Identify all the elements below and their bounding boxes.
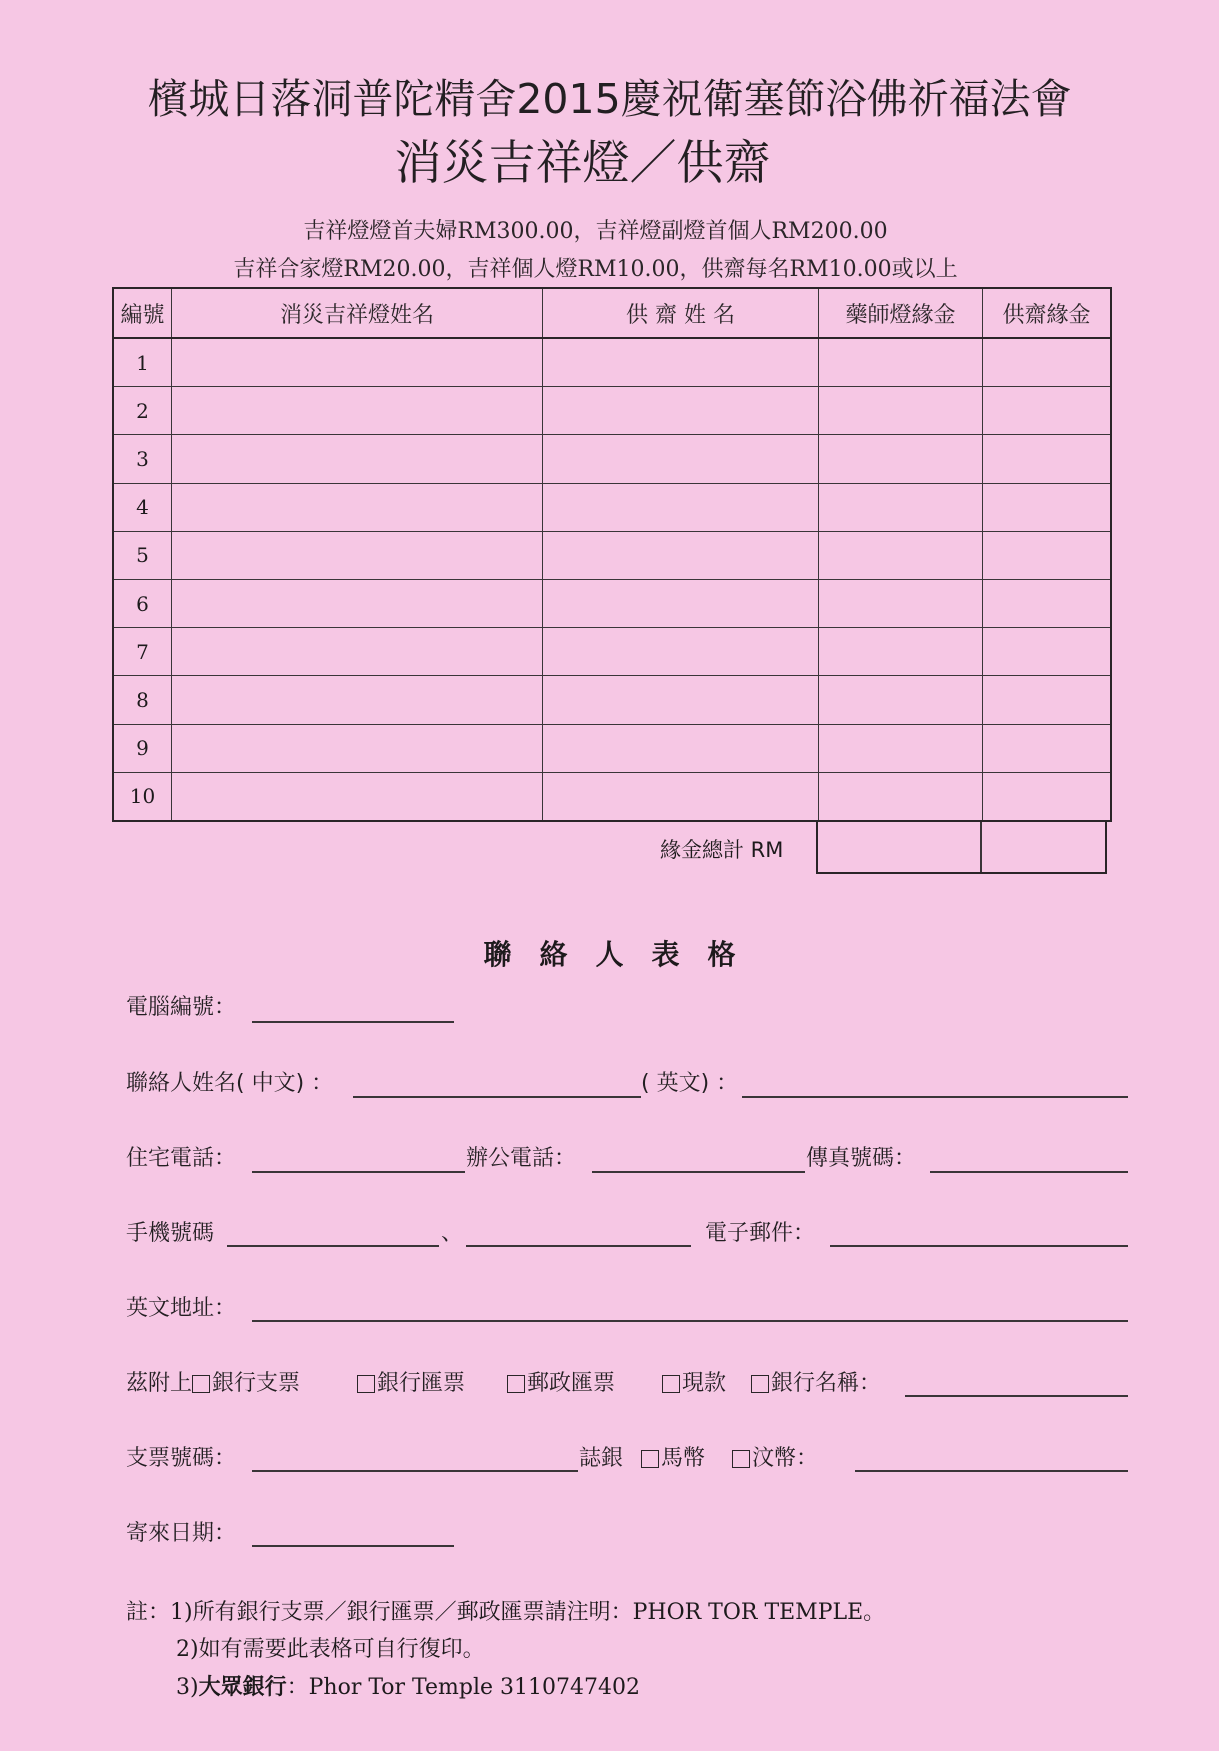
table-row — [113, 387, 1111, 435]
lamp-name-cell[interactable] — [172, 435, 543, 483]
amount-field[interactable] — [855, 1470, 1128, 1472]
table-row — [113, 676, 1111, 724]
draft-option — [357, 1366, 465, 1397]
draft-option-label: 銀行匯票 — [377, 1371, 466, 1396]
registration-table — [112, 287, 1112, 822]
lamp-name-cell[interactable] — [172, 483, 543, 531]
header-offering-name: 供 齋 姓 名 — [543, 288, 819, 338]
offering-name-cell[interactable] — [543, 628, 819, 676]
lamp-amount-cell[interactable] — [819, 435, 983, 483]
cheque-number-label: 支票號碼： — [126, 1446, 237, 1471]
lamp-amount-cell[interactable] — [819, 676, 983, 724]
offering-name-cell[interactable] — [543, 338, 819, 387]
mobile-separator: 、 — [441, 1221, 464, 1246]
computer-number-label: 電腦編號： — [126, 995, 237, 1020]
note-3-number: 3) — [176, 1675, 199, 1700]
total-label: 緣金總計 RM — [660, 838, 784, 862]
fax-field[interactable] — [930, 1171, 1128, 1173]
table-row — [113, 531, 1111, 579]
office-phone-label: 辦公電話： — [466, 1146, 577, 1171]
email-label: 電子郵件： — [705, 1221, 816, 1246]
row-number: 9 — [113, 724, 172, 772]
note-prefix: 註： — [126, 1600, 171, 1625]
other-currency-checkbox[interactable] — [732, 1450, 750, 1468]
lamp-name-cell[interactable] — [172, 387, 543, 435]
table-header-row — [113, 288, 1111, 338]
header-number: 編號 — [113, 288, 172, 338]
offering-name-cell[interactable] — [543, 579, 819, 627]
offering-name-cell[interactable] — [543, 772, 819, 821]
offering-name-cell[interactable] — [543, 387, 819, 435]
lamp-amount-cell[interactable] — [819, 387, 983, 435]
lamp-name-cell[interactable] — [172, 676, 543, 724]
table-row — [113, 772, 1111, 821]
lamp-amount-cell[interactable] — [819, 628, 983, 676]
amount-row — [579, 1441, 623, 1472]
bank-option — [751, 1366, 881, 1397]
mobile-field-2[interactable] — [466, 1245, 691, 1247]
row-number: 4 — [113, 483, 172, 531]
contact-name-en-field[interactable] — [742, 1096, 1128, 1098]
offering-amount-cell[interactable] — [983, 628, 1112, 676]
header-offering-amount: 供齋緣金 — [983, 288, 1112, 338]
offering-amount-cell[interactable] — [983, 676, 1112, 724]
row-number: 2 — [113, 387, 172, 435]
postal-option-label: 郵政匯票 — [527, 1371, 616, 1396]
draft-checkbox[interactable] — [357, 1375, 375, 1393]
lamp-name-cell[interactable] — [172, 772, 543, 821]
lamp-amount-cell[interactable] — [819, 579, 983, 627]
date-field[interactable] — [252, 1545, 454, 1547]
row-number: 5 — [113, 531, 172, 579]
offering-name-cell[interactable] — [543, 724, 819, 772]
table-row — [113, 435, 1111, 483]
lamp-amount-cell[interactable] — [819, 338, 983, 387]
date-label: 寄來日期： — [126, 1521, 237, 1546]
other-currency-label: 汶幣： — [752, 1446, 819, 1471]
row-number: 8 — [113, 676, 172, 724]
bank-checkbox[interactable] — [751, 1375, 769, 1393]
offering-name-cell[interactable] — [543, 676, 819, 724]
postal-checkbox[interactable] — [507, 1375, 525, 1393]
lamp-amount-cell[interactable] — [819, 772, 983, 821]
email-field[interactable] — [830, 1245, 1128, 1247]
table-row — [113, 628, 1111, 676]
offering-name-cell[interactable] — [543, 435, 819, 483]
offering-amount-cell[interactable] — [983, 531, 1112, 579]
address-field[interactable] — [252, 1320, 1128, 1322]
offering-amount-cell[interactable] — [983, 387, 1112, 435]
myr-option-label: 馬幣 — [661, 1446, 706, 1471]
lamp-amount-cell[interactable] — [819, 724, 983, 772]
contact-form-title: 聯絡人表格 — [483, 938, 764, 971]
contact-name-cn-field[interactable] — [353, 1096, 641, 1098]
offering-amount-cell[interactable] — [983, 772, 1112, 821]
table-row — [113, 338, 1111, 387]
home-phone-field[interactable] — [252, 1171, 465, 1173]
other-currency-option — [732, 1441, 818, 1472]
offering-amount-cell[interactable] — [983, 338, 1112, 387]
lamp-name-cell[interactable] — [172, 724, 543, 772]
total-amount-box[interactable] — [816, 822, 1107, 874]
cash-checkbox[interactable] — [662, 1375, 680, 1393]
cheque-checkbox[interactable] — [192, 1375, 210, 1393]
contact-name-cn-label: 聯絡人姓名( 中文) ： — [126, 1071, 334, 1096]
note-3 — [176, 1670, 640, 1701]
cash-option — [662, 1366, 726, 1397]
mobile-label: 手機號碼 — [126, 1221, 215, 1246]
attached-label: 茲附上 — [126, 1371, 193, 1396]
note-3-bank: 大眾銀行 — [198, 1675, 287, 1700]
note-1-text: 1)所有銀行支票／銀行匯票／郵政匯票請注明：PHOR TOR TEMPLE。 — [170, 1600, 886, 1625]
row-number: 7 — [113, 628, 172, 676]
payment-method-row — [126, 1366, 300, 1397]
header-medicine-lamp-amount: 藥師燈緣金 — [819, 288, 983, 338]
cheque-number-field[interactable] — [252, 1470, 578, 1472]
row-number: 3 — [113, 435, 172, 483]
bank-name-label: 銀行名稱： — [771, 1371, 882, 1396]
form-title: 檳城日落洞普陀精舍2015慶祝衛塞節浴佛祈福法會 — [147, 75, 1072, 123]
form-subtitle: 消災吉祥燈／供齋 — [394, 136, 771, 191]
lamp-name-cell[interactable] — [172, 338, 543, 387]
bank-name-field[interactable] — [905, 1395, 1128, 1397]
note-3-account: ：Phor Tor Temple 3110747402 — [286, 1675, 641, 1700]
table-row — [113, 579, 1111, 627]
total-box-divider — [980, 822, 982, 872]
lamp-amount-cell[interactable] — [819, 531, 983, 579]
row-number: 6 — [113, 579, 172, 627]
offering-amount-cell[interactable] — [983, 435, 1112, 483]
mobile-field-1[interactable] — [227, 1245, 439, 1247]
row-number: 10 — [113, 772, 172, 821]
offering-amount-cell[interactable] — [983, 579, 1112, 627]
offering-amount-cell[interactable] — [983, 483, 1112, 531]
price-line-1: 吉祥燈燈首夫婦RM300.00，吉祥燈副燈首個人RM200.00 — [303, 219, 888, 244]
note-2: 2)如有需要此表格可自行復印。 — [176, 1637, 485, 1662]
table-row — [113, 483, 1111, 531]
amount-label: 誌銀 — [579, 1446, 624, 1471]
contact-name-en-label: ( 英文) ： — [641, 1071, 739, 1096]
price-line-2: 吉祥合家燈RM20.00，吉祥個人燈RM10.00，供齋每名RM10.00或以上 — [233, 257, 958, 282]
myr-option — [641, 1441, 705, 1472]
offering-name-cell[interactable] — [543, 531, 819, 579]
lamp-name-cell[interactable] — [172, 579, 543, 627]
computer-number-field[interactable] — [252, 1021, 454, 1023]
lamp-name-cell[interactable] — [172, 531, 543, 579]
home-phone-label: 住宅電話： — [126, 1146, 237, 1171]
postal-option — [507, 1366, 615, 1397]
fax-label: 傳真號碼： — [806, 1146, 917, 1171]
cash-option-label: 現款 — [682, 1371, 727, 1396]
header-lamp-name: 消災吉祥燈姓名 — [172, 288, 543, 338]
row-number: 1 — [113, 338, 172, 387]
cheque-option-label: 銀行支票 — [212, 1371, 301, 1396]
office-phone-field[interactable] — [592, 1171, 805, 1173]
lamp-amount-cell[interactable] — [819, 483, 983, 531]
offering-amount-cell[interactable] — [983, 724, 1112, 772]
table-row — [113, 724, 1111, 772]
myr-checkbox[interactable] — [641, 1450, 659, 1468]
lamp-name-cell[interactable] — [172, 628, 543, 676]
offering-name-cell[interactable] — [543, 483, 819, 531]
note-1 — [126, 1595, 885, 1626]
address-label: 英文地址： — [126, 1296, 237, 1321]
